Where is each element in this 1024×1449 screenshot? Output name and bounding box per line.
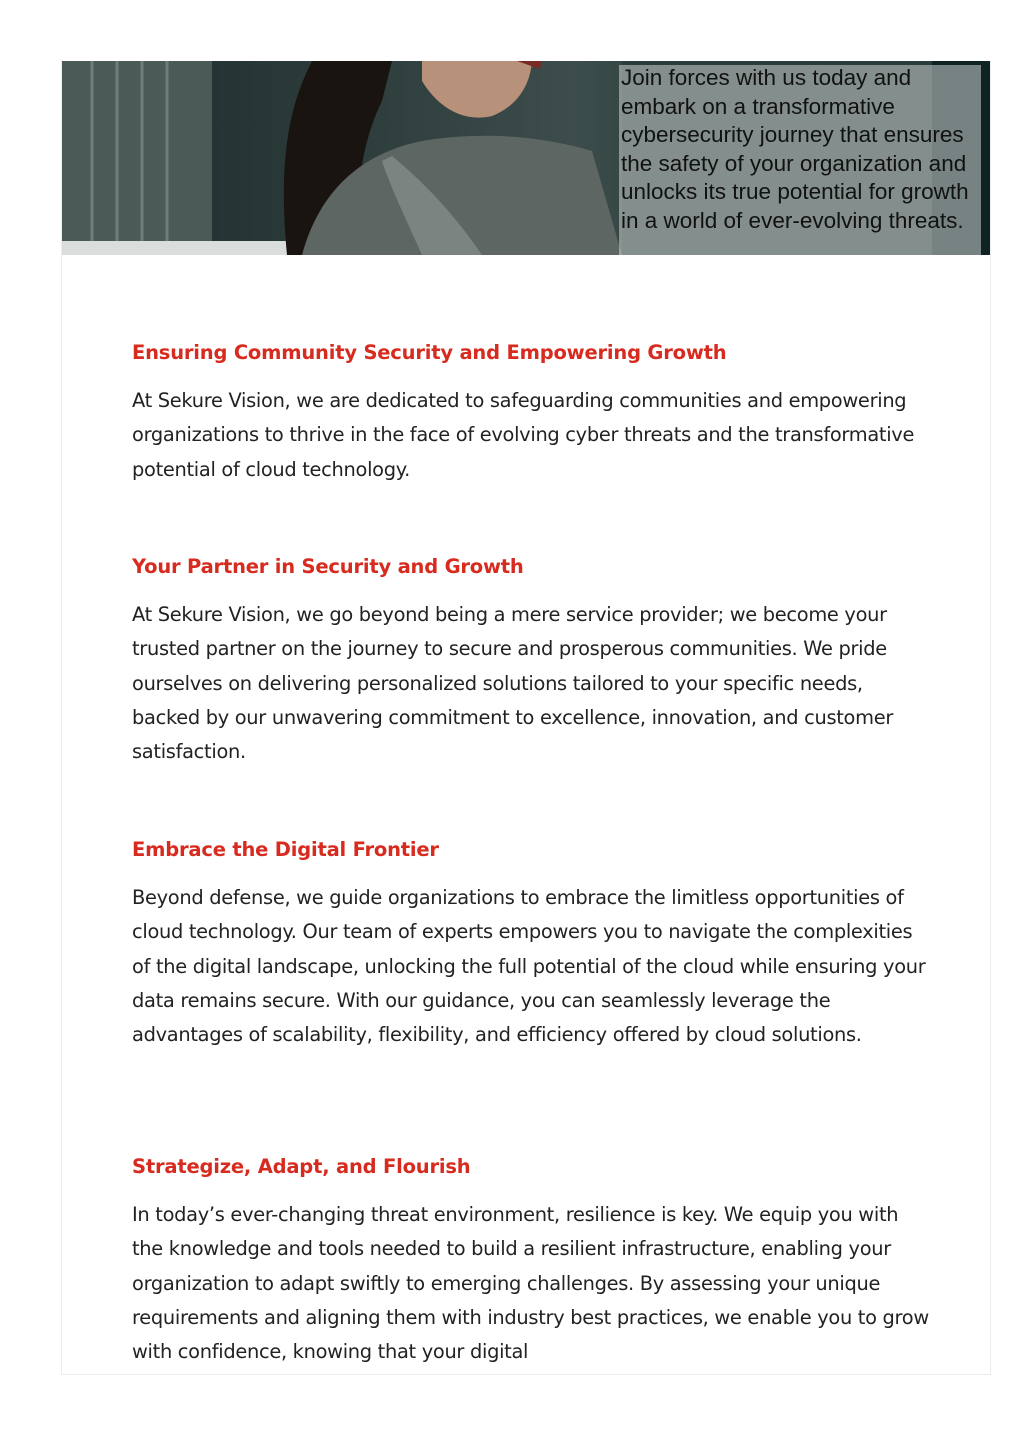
section-heading: Ensuring Community Security and Empowering Growth [132,341,727,364]
content-card [61,61,991,1375]
section-heading: Strategize, Adapt, and Flourish [132,1155,471,1178]
section-partner [132,555,932,769]
section-body: At Sekure Vision, we are dedicated to safeguarding communities and empowering organizations to thrive in the face of evolving cyber threats and the transformative potential of cloud technology. [132,389,915,481]
section-body: Beyond defense, we guide organizations to embrace the limitless opportunities of cloud technology. Our team of experts empowers you to navigate the complexities of the digital landscape, unlocking the full potential of the cloud while ensuring your data remains secure. With our guidance, you can seamlessly leverage the advantages of scalability, flexibility, and efficiency offered by cloud solutions. [132,886,926,1047]
section-heading: Embrace the Digital Frontier [132,838,439,861]
section-body: In today’s ever-changing threat environment, resilience is key. We equip you with the knowledge and tools needed to build a resilient infrastructure, enabling your organization to adapt swiftly to emerging challenges. By assessing your unique requirements and aligning them with industry best practices, we enable you to grow with confidence, knowing that your digital [132,1203,929,1364]
section-digital-frontier [132,838,932,1052]
hero-banner [62,61,991,255]
hero-text: Join forces with us today and embark on a transformative cybersecurity journey that ensures the safety of your organization and unlocks its true potential for growth in a world of ever-evolving threats. [621,65,969,233]
section-community-security [132,341,932,487]
section-body: At Sekure Vision, we go beyond being a mere service provider; we become your trusted partner on the journey to secure and prosperous communities. We pride ourselves on delivering personalized solutions tailored to your specific needs, backed by our unwavering commitment to excellence, innovation, and customer satisfaction. [132,603,894,764]
section-strategize [132,1155,932,1369]
section-heading: Your Partner in Security and Growth [132,555,524,578]
